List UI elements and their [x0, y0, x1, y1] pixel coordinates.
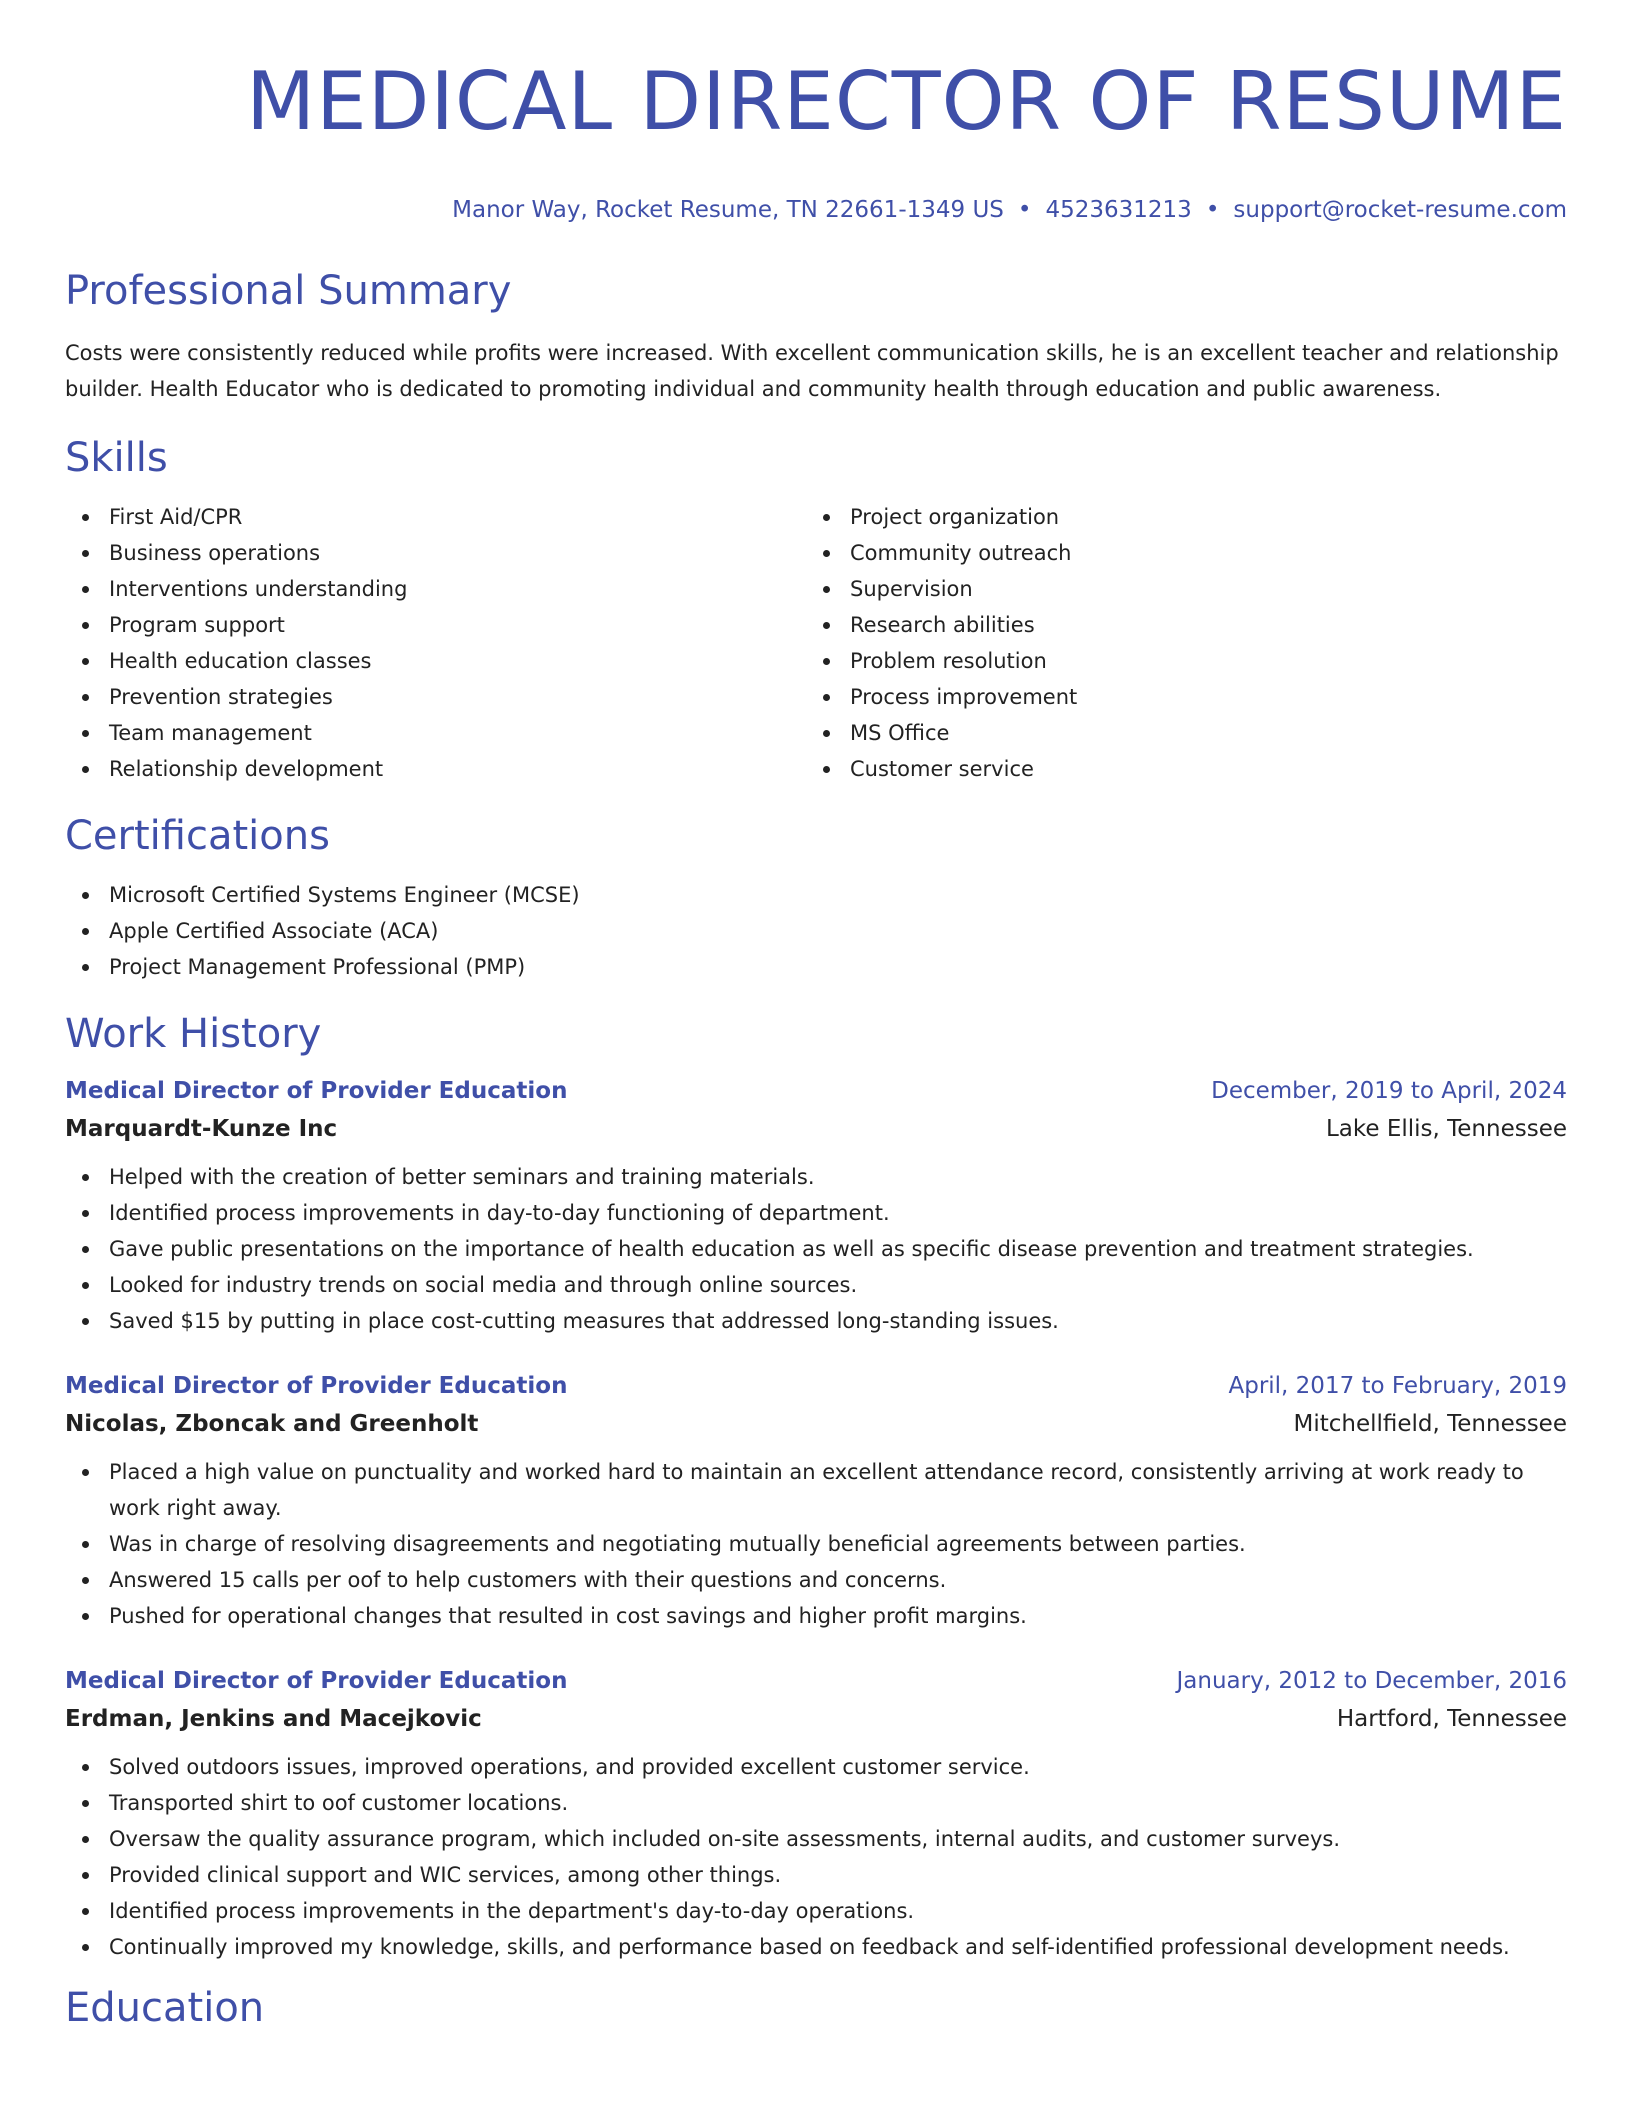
skill-item: Program support: [65, 607, 806, 643]
job-bullet: Provided clinical support and WIC services, among other things.: [65, 1857, 1567, 1893]
skill-item: Business operations: [65, 535, 806, 571]
contact-email: support@rocket-resume.com: [1233, 197, 1567, 223]
education-heading: Education: [65, 1985, 265, 2031]
job-bullets: [65, 1454, 1567, 1634]
job-bullet: Looked for industry trends on social media and through online sources.: [65, 1267, 1567, 1303]
job-company-row: [65, 1404, 1567, 1444]
skills-left-list: [65, 499, 806, 787]
skill-item: Project organization: [806, 499, 1547, 535]
skill-item: First Aid/CPR: [65, 499, 806, 535]
job-title: Medical Director of Provider Education: [65, 1078, 568, 1104]
job-location: Lake Ellis, Tennessee: [1325, 1116, 1567, 1142]
skill-item: Community outreach: [806, 535, 1547, 571]
job-bullet: Saved $15 by putting in place cost-cutting measures that addressed long-standing issues.: [65, 1303, 1567, 1339]
job-dates: December, 2019 to April, 2024: [1211, 1078, 1567, 1104]
certifications-heading: Certifications: [65, 813, 330, 859]
certifications-list: [65, 877, 1567, 985]
skills-right-list: [806, 499, 1547, 787]
job-header-row: [65, 1368, 1567, 1404]
job-bullet: Continually improved my knowledge, skills, and performance based on feedback and self-identified professional development needs.: [65, 1929, 1567, 1965]
job-bullet: Identified process improvements in the department's day-to-day operations.: [65, 1893, 1567, 1929]
skill-item: Customer service: [806, 751, 1547, 787]
job-bullet: Transported shirt to oof customer locations.: [65, 1785, 1567, 1821]
skill-item: Supervision: [806, 571, 1547, 607]
contact-separator: •: [1017, 197, 1032, 223]
certification-item: Project Management Professional (PMP): [65, 949, 1567, 985]
skill-item: Team management: [65, 715, 806, 751]
contact-separator: •: [1205, 197, 1220, 223]
contact-line: [65, 194, 1567, 226]
resume-name: MEDICAL DIRECTOR OF RESUME: [246, 55, 1567, 148]
job-header-row: [65, 1073, 1567, 1109]
skills-grid: [65, 499, 1567, 787]
job-location: Mitchellfield, Tennessee: [1293, 1411, 1567, 1437]
skill-item: Research abilities: [806, 607, 1547, 643]
job-dates: January, 2012 to December, 2016: [1176, 1668, 1567, 1694]
job-company-row: [65, 1109, 1567, 1149]
job-title: Medical Director of Provider Education: [65, 1373, 568, 1399]
job-company: Erdman, Jenkins and Macejkovic: [65, 1706, 482, 1732]
job-entry: [65, 1368, 1567, 1634]
job-bullets: [65, 1159, 1567, 1339]
summary-heading: Professional Summary: [65, 268, 512, 314]
job-title: Medical Director of Provider Education: [65, 1668, 568, 1694]
skill-item: MS Office: [806, 715, 1547, 751]
job-company: Nicolas, Zboncak and Greenholt: [65, 1411, 479, 1437]
skill-item: Interventions understanding: [65, 571, 806, 607]
contact-address: Manor Way, Rocket Resume, TN 22661-1349 US: [452, 197, 1004, 223]
certification-item: Apple Certified Associate (ACA): [65, 913, 1567, 949]
skill-item: Relationship development: [65, 751, 806, 787]
skill-item: Prevention strategies: [65, 679, 806, 715]
job-bullets: [65, 1749, 1567, 1965]
skill-item: Process improvement: [806, 679, 1547, 715]
job-bullet: Placed a high value on punctuality and worked hard to maintain an excellent attendance record, consistently arriving at work ready to work right away.: [65, 1454, 1567, 1526]
job-entry: [65, 1663, 1567, 1965]
job-company: Marquardt-Kunze Inc: [65, 1116, 338, 1142]
job-location: Hartford, Tennessee: [1336, 1706, 1567, 1732]
job-entry: [65, 1073, 1567, 1339]
work-history-heading: Work History: [65, 1011, 322, 1057]
job-company-row: [65, 1699, 1567, 1739]
job-dates: April, 2017 to February, 2019: [1228, 1373, 1567, 1399]
skill-item: Problem resolution: [806, 643, 1547, 679]
job-header-row: [65, 1663, 1567, 1699]
job-bullet: Gave public presentations on the importance of health education as well as specific disease prevention and treatment strategies.: [65, 1231, 1567, 1267]
skill-item: Health education classes: [65, 643, 806, 679]
job-bullet: Helped with the creation of better seminars and training materials.: [65, 1159, 1567, 1195]
job-bullet: Oversaw the quality assurance program, which included on-site assessments, internal audits, and customer surveys.: [65, 1821, 1567, 1857]
summary-text: Costs were consistently reduced while profits were increased. With excellent communication skills, he is an excellent teacher and relationship builder. Health Educator who is dedicated to promoting individual and community health through education and public awareness.: [65, 341, 1559, 401]
skills-heading: Skills: [65, 435, 168, 481]
job-bullet: Answered 15 calls per oof to help customers with their questions and concerns.: [65, 1562, 1567, 1598]
job-bullet: Was in charge of resolving disagreements and negotiating mutually beneficial agreements between parties.: [65, 1526, 1567, 1562]
job-bullet: Pushed for operational changes that resulted in cost savings and higher profit margins.: [65, 1598, 1567, 1634]
certification-item: Microsoft Certified Systems Engineer (MCSE): [65, 877, 1567, 913]
contact-phone: 4523631213: [1045, 197, 1192, 223]
job-bullet: Solved outdoors issues, improved operations, and provided excellent customer service.: [65, 1749, 1567, 1785]
job-bullet: Identified process improvements in day-to-day functioning of department.: [65, 1195, 1567, 1231]
